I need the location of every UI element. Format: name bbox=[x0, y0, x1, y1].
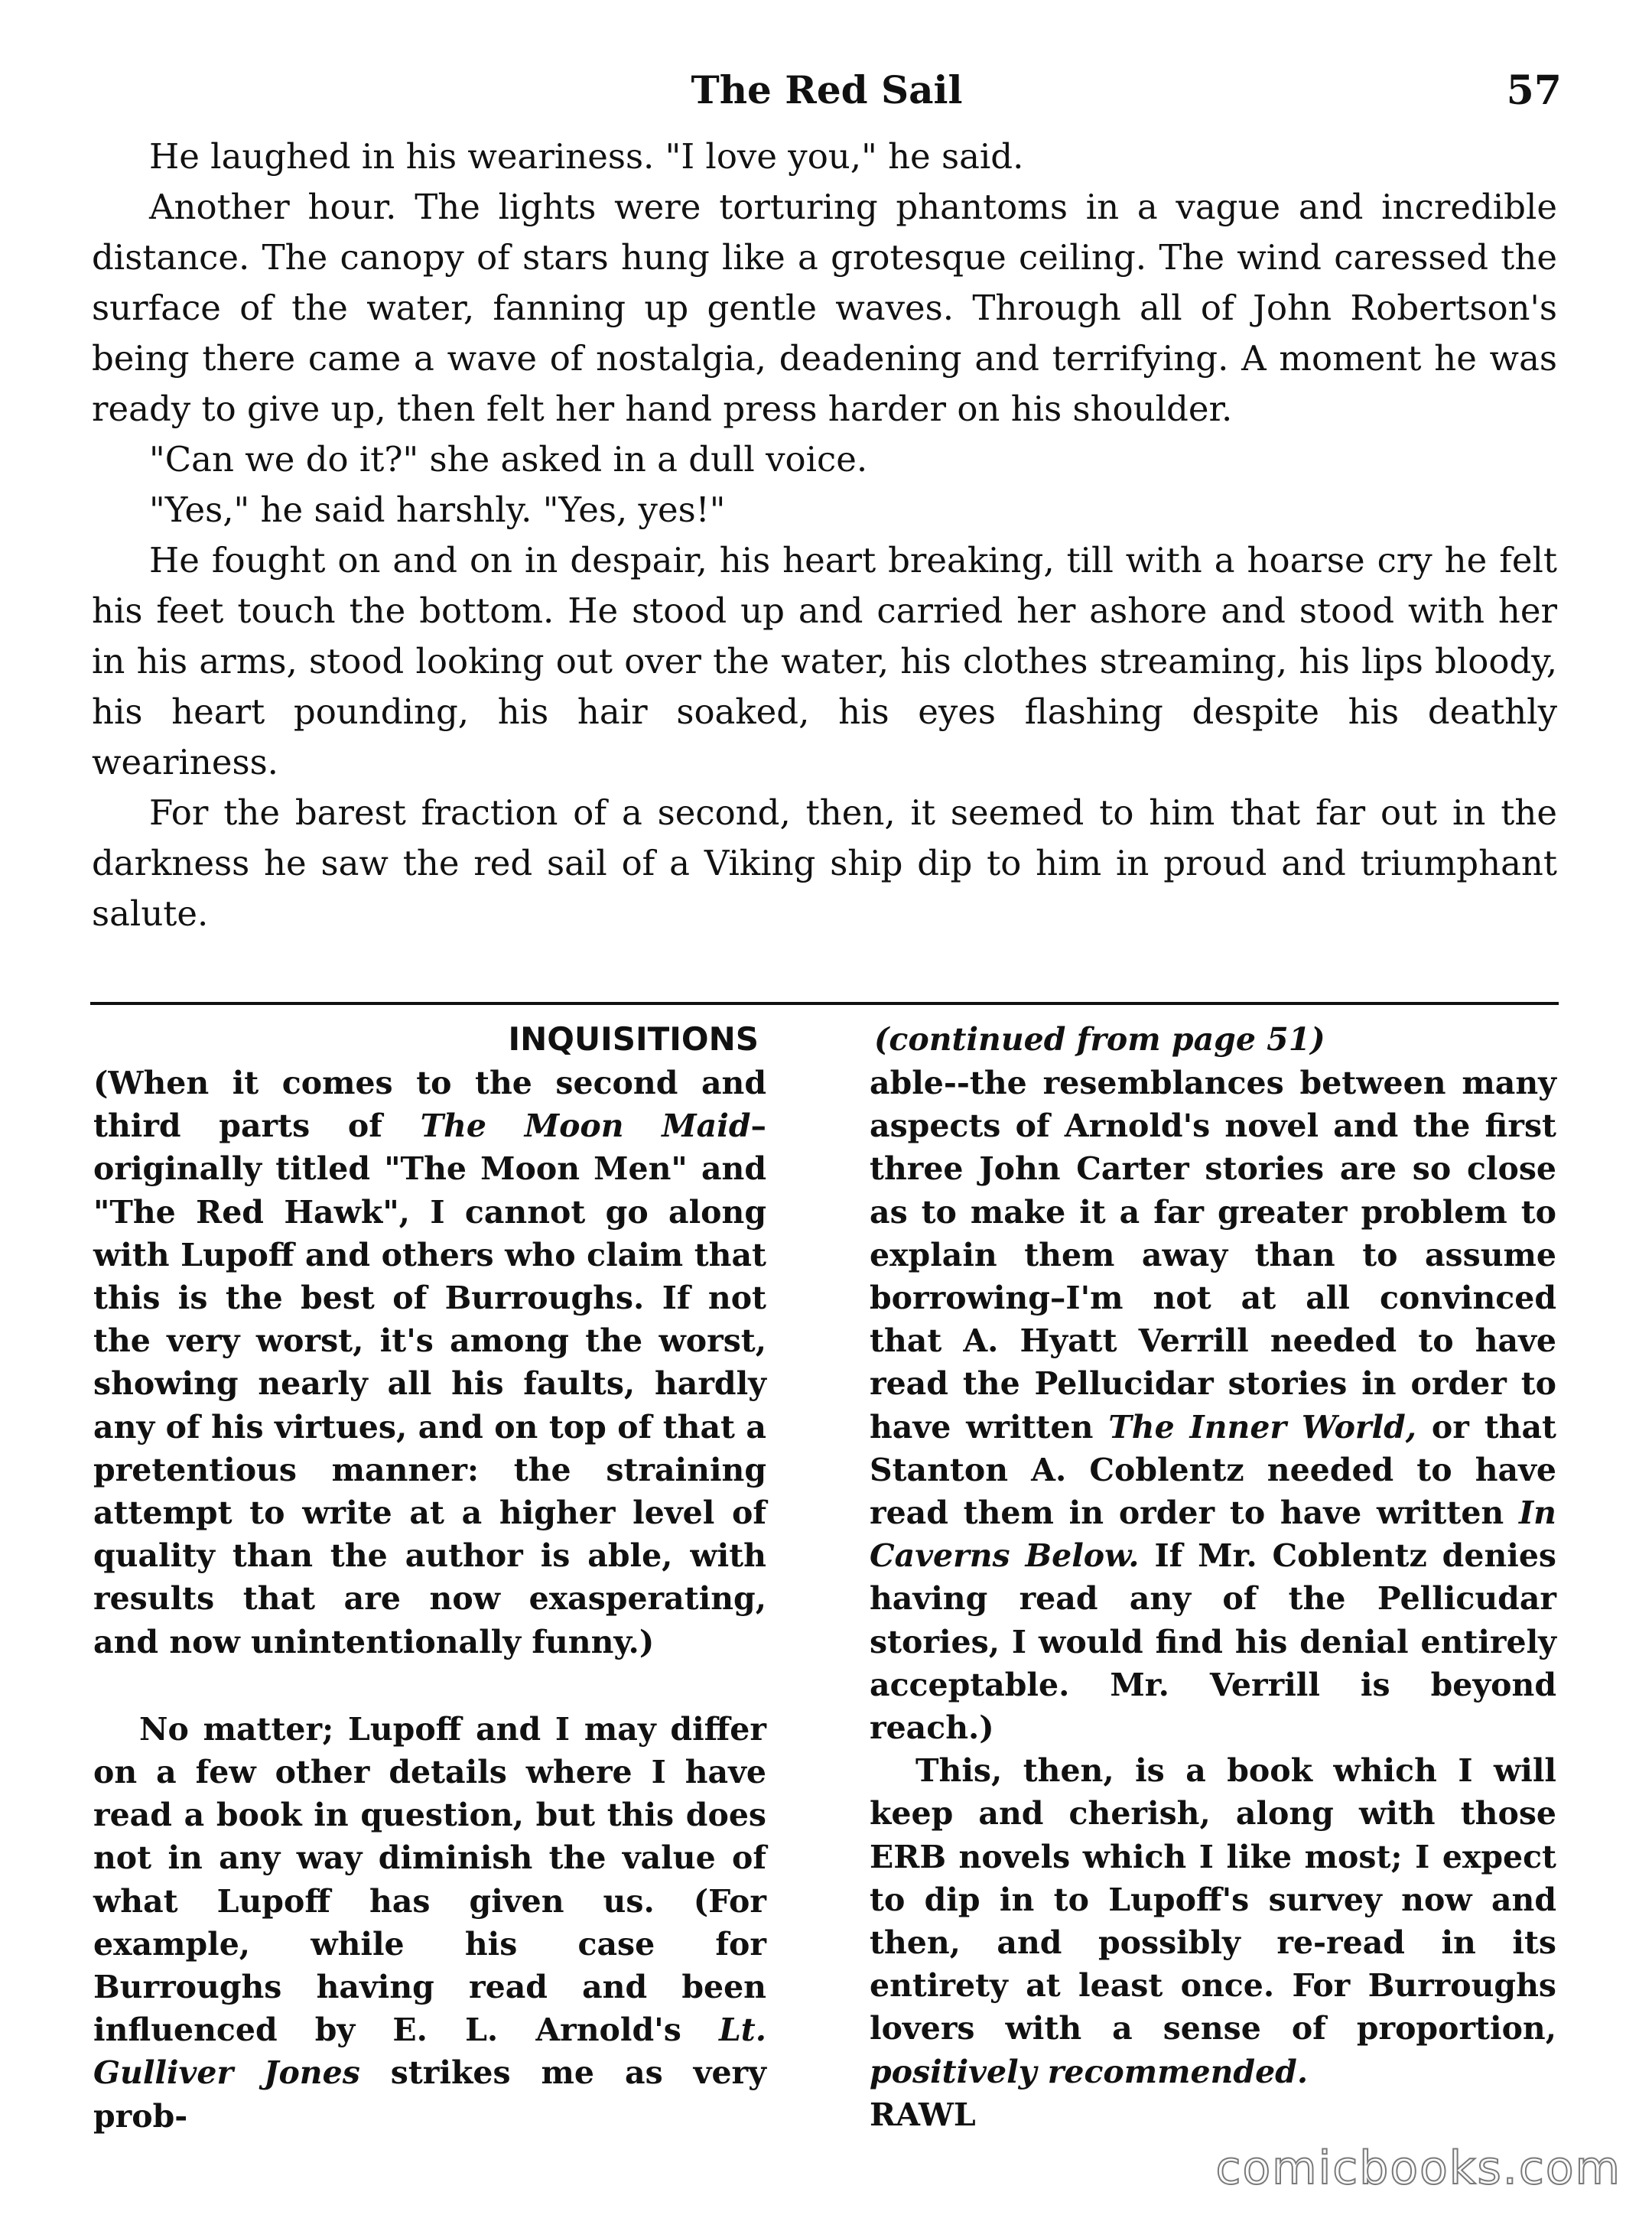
story-paragraph: "Yes," he said harshly. "Yes, yes!" bbox=[149, 489, 726, 530]
story-paragraph: He fought on and on in despair, his heart breaking, till with a hoarse cry he felt his feet touch the bottom. He stood up and carried her ashore and stood with her in his arms, stood looking out over the water, his clothes streaming, his lips bloody, his heart pounding, his hair soaked, his eyes flashing despite his deathly weariness. bbox=[92, 540, 1557, 782]
story-paragraph: Another hour. The lights were torturing phantoms in a vague and incredible distance. The canopy of stars hung like a grotesque ceiling. The wind caressed the surface of the water, fanning up gentle waves. Through all of John Robertson's being there came a wave of nostalgia, deadening and terrifying. A moment he was ready to give up, then felt her hand press harder on his shoulder. bbox=[92, 187, 1557, 429]
continued-note: (continued from page 51) bbox=[874, 1021, 1325, 1058]
book-title: The Moon Maid bbox=[420, 1107, 751, 1145]
section-divider bbox=[90, 1002, 1559, 1005]
text-run: or that Stanton A. Coblentz needed to have read them in order to have written bbox=[870, 1408, 1556, 1532]
running-title: The Red Sail bbox=[691, 67, 963, 112]
text-run: able--the resemblances between many aspects of Arnold's novel and the first three John Carter stories are so close as to make it a far greater problem to explain them away than to assume borrowing–I'm not at all convinced that A. Hyatt Verrill needed to have read the Pellucidar stories in order to have written bbox=[870, 1065, 1556, 1446]
story-paragraph: For the barest fraction of a second, then, it seemed to him that far out in the darkness he saw the red sail of a Viking ship dip to him in proud and triumphant salute. bbox=[92, 792, 1557, 934]
continued-column bbox=[870, 1017, 1556, 2136]
page-number: 57 bbox=[1506, 67, 1562, 114]
text-run: (When it comes to the second and third parts of bbox=[93, 1065, 766, 1145]
book-title: The Inner World, bbox=[1108, 1408, 1417, 1446]
story-text bbox=[92, 132, 1557, 939]
paragraph-gap bbox=[93, 1664, 766, 1708]
book-title: In Caverns Below. bbox=[870, 1494, 1556, 1575]
text-run: No matter; Lupoff and I may differ on a few other details where I have read a book in question, but this does not in any way diminish the value of what Lupoff has given us. (For example, while his case for Burroughs having read and been influenced by E. L. Arnold's bbox=[93, 1710, 766, 2049]
text-run: This, then, is a book which I will keep and cherish, along with those ERB novels which I like most; I expect to dip in to Lupoff's survey now and then, and possibly re-read in its entirety at least once. For Burroughs lovers with a sense of proportion, bbox=[870, 1752, 1556, 2047]
review-paragraph bbox=[93, 1708, 766, 2138]
inquisitions-column bbox=[93, 1017, 766, 2138]
page-header bbox=[92, 67, 1562, 121]
review-paragraph bbox=[870, 1062, 1556, 1749]
watermark: comicbooks.com bbox=[1215, 2142, 1621, 2195]
recommendation: positively recommended. bbox=[870, 2053, 1309, 2090]
text-run: If Mr. Coblentz denies having read any of the Pellicudar stories, I would find his denial entirely acceptable. Mr. Verrill is beyond reach.) bbox=[870, 1537, 1556, 1747]
section-heading: INQUISITIONS bbox=[508, 1020, 759, 1058]
story-paragraph: He laughed in his weariness. "I love you," he said. bbox=[149, 136, 1024, 177]
review-paragraph bbox=[870, 1749, 1556, 2093]
book-title: Lt. Gulliver Jones bbox=[93, 2011, 766, 2092]
review-paragraph bbox=[93, 1062, 766, 1664]
story-paragraph: "Can we do it?" she asked in a dull voice. bbox=[149, 439, 868, 480]
signature: RAWL bbox=[870, 2096, 976, 2133]
text-run: strikes me as very prob- bbox=[93, 2054, 766, 2135]
text-run: –originally titled "The Moon Men" and "The Red Hawk", I cannot go along with Lupoff and others who claim that this is the best of Burroughs. If not the very worst, it's among the worst, showing nearly all his faults, hardly any of his virtues, and on top of that a pretentious manner: the straining attempt to write at a higher level of quality than the author is able, with results that are now exasperating, and now unintentionally funny.) bbox=[93, 1107, 766, 1660]
